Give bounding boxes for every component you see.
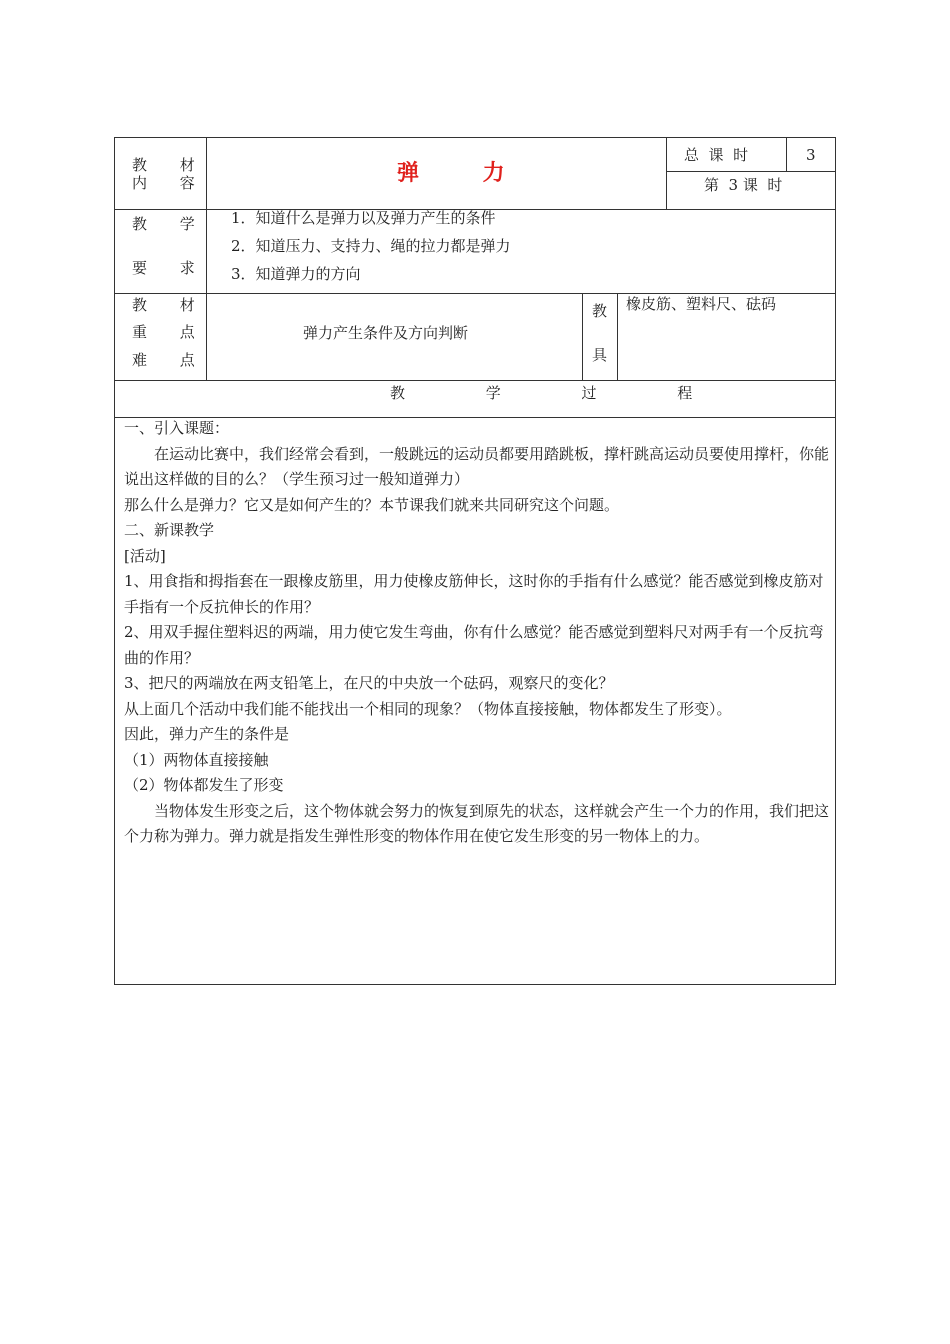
- paragraph: 那么什么是弹力？它又是如何产生的？本节课我们就来共同研究这个问题。: [124, 495, 620, 514]
- paragraph: 在运动比赛中，我们经常会看到，一般跳远的运动员都要用踏跳板，撑杆跳高运动员要使用撑杆，你能说出这样做的目的么？（学生预习过一般知道弹力）: [124, 444, 830, 488]
- page-title: 弹 力: [397, 160, 533, 186]
- tools-label-line-1: 教: [592, 302, 608, 320]
- table-rule: [786, 137, 787, 171]
- lesson-number: 第 3 课 时: [704, 176, 783, 194]
- requirement-item: 3．知道弹力的方向: [231, 265, 361, 283]
- paragraph: 因此，弹力产生的条件是: [124, 725, 290, 743]
- table-border-right: [835, 137, 836, 985]
- lesson-plan-table: [114, 137, 836, 985]
- paragraph: 一、引入课题：: [124, 419, 230, 437]
- paragraph: 3、把尺的两端放在两支铅笔上，在尺的中央放一个砝码，观察尺的变化？: [124, 674, 614, 692]
- total-hours-value: 3: [806, 146, 816, 164]
- requirement-item: 2．知道压力、支持力、绳的拉力都是弹力: [231, 237, 511, 255]
- table-rule: [666, 171, 836, 172]
- requirements-label-line-2: 要 求: [132, 259, 209, 277]
- requirement-item: 1．知道什么是弹力以及弹力产生的条件: [231, 209, 496, 227]
- process-heading: 教 学 过 程: [390, 384, 731, 402]
- paragraph: 1、用食指和拇指套在一跟橡皮筋里，用力使橡皮筋伸长，这时你的手指有什么感觉？能否感觉到橡皮筋对手指有一个反抗伸长的作用？: [124, 572, 824, 616]
- paragraph: （2）物体都发生了形变: [124, 776, 284, 794]
- material-label-line-1: 教 材: [132, 156, 209, 174]
- total-hours-label: 总 课 时: [684, 146, 749, 164]
- paragraph: 从上面几个活动中我们能不能找出一个相同的现象？（物体直接接触，物体都发生了形变）。: [124, 699, 732, 718]
- paragraph: （1）两物体直接接触: [124, 750, 269, 769]
- table-border-left: [114, 137, 115, 985]
- keypoints-content: 弹力产生条件及方向判断: [303, 324, 469, 342]
- material-label-line-2: 内 容: [132, 174, 209, 192]
- paragraph: 2、用双手握住塑料迟的两端，用力使它发生弯曲，你有什么感觉？能否感觉到塑料尺对两手有一个反抗弯曲的作用？: [124, 623, 824, 667]
- table-rule: [114, 380, 836, 381]
- keypoints-label-line-1: 教 材: [132, 296, 209, 314]
- tools-list: 橡皮筋、塑料尺、砝码: [626, 295, 777, 313]
- tools-label-line-2: 具: [592, 346, 608, 364]
- paragraph: 二、新课教学: [124, 521, 215, 539]
- process-body: [124, 416, 830, 850]
- table-rule: [582, 293, 583, 380]
- paragraph: [活动]: [124, 546, 166, 565]
- requirements-label-line-1: 教 学: [132, 215, 209, 233]
- table-rule: [666, 137, 667, 209]
- table-border-top: [114, 137, 836, 138]
- table-border-bottom: [114, 984, 836, 985]
- keypoints-label-line-2: 重 点: [132, 323, 209, 341]
- paragraph: 当物体发生形变之后，这个物体就会努力的恢复到原先的状态，这样就会产生一个力的作用，我们把这个力称为弹力。弹力就是指发生弹性形变的物体作用在使它发生形变的另一物体上的力。: [124, 801, 830, 845]
- table-rule: [617, 293, 618, 380]
- keypoints-label-line-3: 难 点: [132, 351, 209, 369]
